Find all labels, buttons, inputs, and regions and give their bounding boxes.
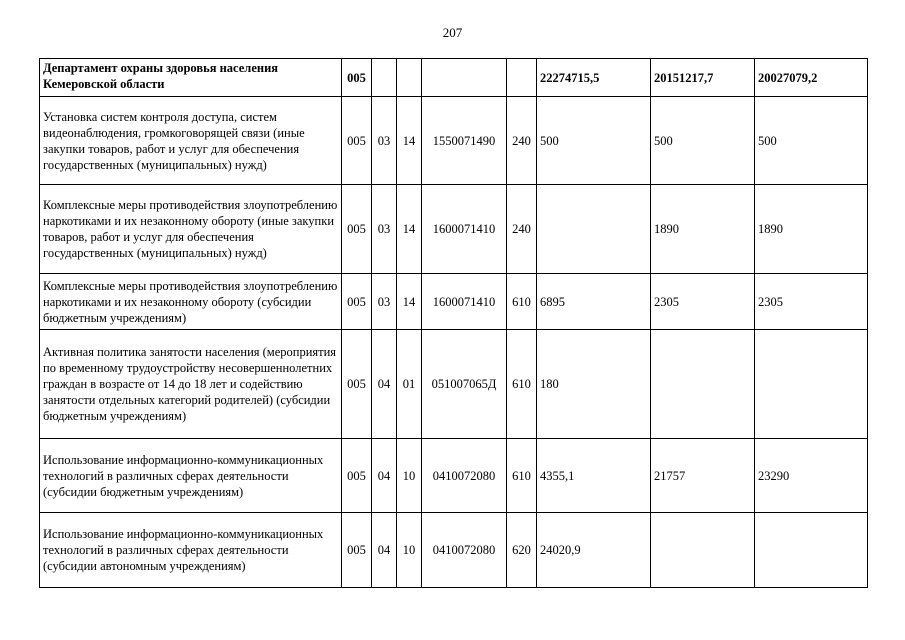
pr-cell: 14	[397, 274, 422, 330]
sum-year-1: 24020,9	[537, 513, 651, 588]
sum-year-3	[755, 513, 868, 588]
pr-cell: 10	[397, 513, 422, 588]
pr-cell: 10	[397, 439, 422, 513]
vr-cell: 610	[507, 330, 537, 439]
csr-cell: 1550071490	[422, 97, 507, 185]
rz-cell: 04	[372, 439, 397, 513]
row-name: Комплексные меры противодействия злоупотреблению наркотиками и их незаконному обороту (субсидии бюджетным учреждениям)	[40, 274, 342, 330]
rz-cell: 04	[372, 330, 397, 439]
sum-year-2: 20151217,7	[651, 59, 755, 97]
csr-cell: 051007065Д	[422, 330, 507, 439]
grbs-cell: 005	[342, 439, 372, 513]
sum-year-3: 20027079,2	[755, 59, 868, 97]
row-name: Установка систем контроля доступа, систем видеонаблюдения, громкоговорящей связи (иные закупки товаров, работ и услуг для обеспечения государственных (муниципальных) нужд)	[40, 97, 342, 185]
sum-year-1	[537, 185, 651, 274]
csr-cell	[422, 59, 507, 97]
vr-cell: 240	[507, 185, 537, 274]
table-row	[40, 439, 868, 513]
table-body	[40, 59, 868, 588]
rz-cell: 03	[372, 185, 397, 274]
sum-year-1: 6895	[537, 274, 651, 330]
row-name: Комплексные меры противодействия злоупотреблению наркотиками и их незаконному обороту (иные закупки товаров, работ и услуг для обеспечения государственных (муниципальных) нужд)	[40, 185, 342, 274]
row-name: Использование информационно-коммуникационных технологий в различных сферах деятельности (субсидии бюджетным учреждениям)	[40, 439, 342, 513]
sum-year-2	[651, 330, 755, 439]
vr-cell: 620	[507, 513, 537, 588]
sum-year-2	[651, 513, 755, 588]
table-row	[40, 513, 868, 588]
table-row	[40, 185, 868, 274]
sum-year-1: 500	[537, 97, 651, 185]
sum-year-2: 21757	[651, 439, 755, 513]
table-row	[40, 330, 868, 439]
vr-cell	[507, 59, 537, 97]
rz-cell: 04	[372, 513, 397, 588]
vr-cell: 610	[507, 439, 537, 513]
grbs-cell: 005	[342, 185, 372, 274]
vr-cell: 610	[507, 274, 537, 330]
sum-year-3: 23290	[755, 439, 868, 513]
rz-cell: 03	[372, 97, 397, 185]
row-name: Активная политика занятости населения (мероприятия по временному трудоустройству несовершеннолетних граждан в возрасте от 14 до 18 лет и содействию занятости отдельных категорий родителей) (субсидии бюджетным учреждениям)	[40, 330, 342, 439]
csr-cell: 1600071410	[422, 274, 507, 330]
sum-year-1: 4355,1	[537, 439, 651, 513]
rz-cell: 03	[372, 274, 397, 330]
table-row	[40, 274, 868, 330]
pr-cell: 14	[397, 185, 422, 274]
vr-cell: 240	[507, 97, 537, 185]
pr-cell: 14	[397, 97, 422, 185]
row-name: Использование информационно-коммуникационных технологий в различных сферах деятельности (субсидии автономным учреждениям)	[40, 513, 342, 588]
sum-year-3	[755, 330, 868, 439]
pr-cell	[397, 59, 422, 97]
rz-cell	[372, 59, 397, 97]
sum-year-2: 500	[651, 97, 755, 185]
sum-year-3: 1890	[755, 185, 868, 274]
budget-table	[39, 58, 868, 588]
table-row	[40, 97, 868, 185]
csr-cell: 1600071410	[422, 185, 507, 274]
sum-year-3: 500	[755, 97, 868, 185]
pr-cell: 01	[397, 330, 422, 439]
department-name: Департамент охраны здоровья населения Кемеровской области	[40, 59, 342, 97]
sum-year-1: 22274715,5	[537, 59, 651, 97]
sum-year-1: 180	[537, 330, 651, 439]
sum-year-2: 1890	[651, 185, 755, 274]
grbs-cell: 005	[342, 513, 372, 588]
csr-cell: 0410072080	[422, 439, 507, 513]
department-header-row	[40, 59, 868, 97]
grbs-cell: 005	[342, 97, 372, 185]
grbs-cell: 005	[342, 274, 372, 330]
grbs-cell: 005	[342, 59, 372, 97]
sum-year-3: 2305	[755, 274, 868, 330]
page-number: 207	[442, 25, 463, 40]
grbs-cell: 005	[342, 330, 372, 439]
csr-cell: 0410072080	[422, 513, 507, 588]
sum-year-2: 2305	[651, 274, 755, 330]
